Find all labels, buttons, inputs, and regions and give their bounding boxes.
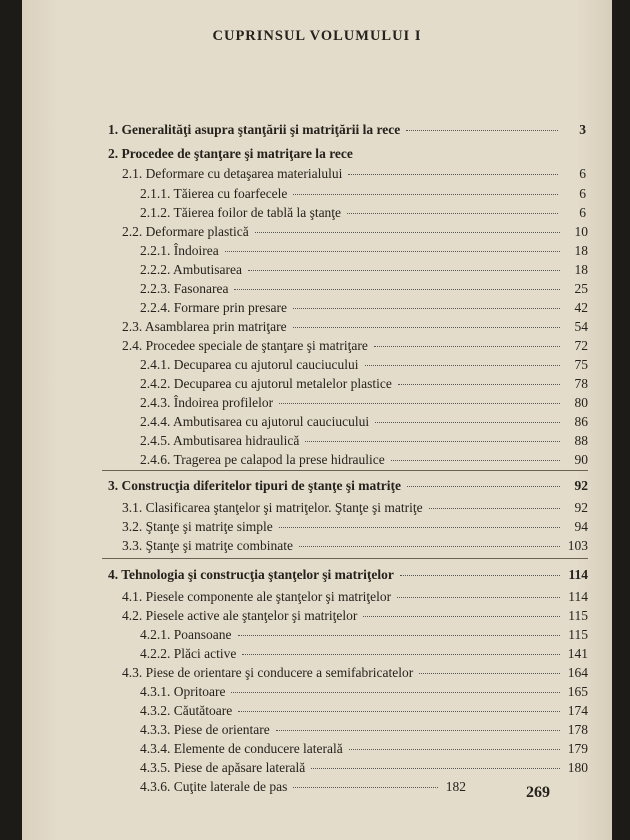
entry-page: 86 bbox=[574, 414, 588, 429]
dot-leader bbox=[279, 403, 560, 404]
entry-title: Piesele active ale ştanţelor şi matriţelor bbox=[145, 608, 358, 623]
page-number: 269 bbox=[526, 784, 550, 801]
toc-entry-2-4-5 bbox=[140, 432, 588, 450]
entry-page: 25 bbox=[574, 281, 588, 296]
toc-entry-4-3-4 bbox=[140, 740, 588, 758]
dot-leader bbox=[429, 508, 560, 509]
entry-page: 90 bbox=[574, 452, 588, 467]
toc-entry-3-2 bbox=[122, 518, 588, 536]
entry-page: 92 bbox=[574, 500, 588, 515]
entry-title: Formare prin presare bbox=[173, 300, 287, 315]
toc-entry-4 bbox=[108, 566, 588, 584]
entry-number: 4.2. bbox=[122, 608, 143, 623]
dot-leader bbox=[419, 673, 560, 674]
entry-page: 179 bbox=[567, 741, 588, 756]
dot-leader bbox=[407, 486, 560, 487]
entry-page: 6 bbox=[579, 186, 586, 201]
entry-title: Ambutisarea cu ajutorul cauciucului bbox=[173, 414, 370, 429]
dot-leader bbox=[406, 130, 558, 131]
toc-entry-2-4-6 bbox=[140, 451, 588, 469]
entry-page: 6 bbox=[579, 205, 586, 220]
toc-entry-3-3 bbox=[122, 537, 588, 555]
entry-number: 4.2.2. bbox=[140, 646, 171, 661]
toc-entry-4-3 bbox=[122, 664, 588, 682]
entry-title: Opritoare bbox=[173, 684, 226, 699]
entry-title: Deformare plastică bbox=[145, 224, 249, 239]
toc-entry-2-1 bbox=[122, 165, 586, 183]
entry-page: 3 bbox=[579, 122, 586, 137]
entry-page: 42 bbox=[574, 300, 588, 315]
entry-number: 2.2. bbox=[122, 224, 143, 239]
entry-title: Asamblarea prin matriţare bbox=[144, 319, 287, 334]
entry-number: 4.3.5. bbox=[140, 760, 171, 775]
dot-leader bbox=[225, 251, 560, 252]
dot-leader bbox=[397, 597, 560, 598]
entry-number: 2.4.1. bbox=[140, 357, 171, 372]
toc-entry-2 bbox=[108, 145, 478, 163]
dot-leader bbox=[349, 749, 560, 750]
entry-number: 4.2.1. bbox=[140, 627, 171, 642]
entry-number: 4.3.1. bbox=[140, 684, 171, 699]
entry-number: 2.1.2. bbox=[140, 205, 171, 220]
entry-title: Căutătoare bbox=[173, 703, 233, 718]
toc-entry-4-3-2 bbox=[140, 702, 588, 720]
page-heading: CUPRINSUL VOLUMULUI I bbox=[212, 28, 422, 44]
entry-number: 4.3.4. bbox=[140, 741, 171, 756]
entry-number: 3. bbox=[108, 478, 119, 493]
entry-page: 141 bbox=[567, 646, 588, 661]
entry-page: 80 bbox=[574, 395, 588, 410]
entry-title: Plăci active bbox=[173, 646, 237, 661]
toc-entry-4-3-1 bbox=[140, 683, 588, 701]
entry-page: 115 bbox=[568, 608, 588, 623]
toc-entry-4-3-3 bbox=[140, 721, 588, 739]
entry-number: 2.4.3. bbox=[140, 395, 171, 410]
toc-entry-2-4-3 bbox=[140, 394, 588, 412]
entry-title: Îndoirea profilelor bbox=[173, 395, 274, 410]
entry-number: 4.3.3. bbox=[140, 722, 171, 737]
dot-leader bbox=[305, 441, 560, 442]
entry-title: Piese de apăsare laterală bbox=[173, 760, 306, 775]
entry-page: 88 bbox=[574, 433, 588, 448]
book-page bbox=[22, 0, 612, 840]
toc-entry-2-2-2 bbox=[140, 261, 588, 279]
entry-page: 165 bbox=[567, 684, 588, 699]
entry-page: 180 bbox=[567, 760, 588, 775]
entry-title: Ştanţe şi matriţe combinate bbox=[145, 538, 293, 553]
toc-entry-2-2 bbox=[122, 223, 588, 241]
entry-number: 4.3. bbox=[122, 665, 143, 680]
dot-leader bbox=[391, 460, 560, 461]
entry-page: 115 bbox=[568, 627, 588, 642]
toc-entry-4-2 bbox=[122, 607, 588, 625]
entry-title: Deformare cu detaşarea materialului bbox=[145, 166, 343, 181]
toc-entry-3 bbox=[108, 477, 588, 495]
dot-leader bbox=[311, 768, 560, 769]
toc-entry-2-3 bbox=[122, 318, 588, 336]
dot-leader bbox=[375, 422, 560, 423]
entry-number: 4.3.2. bbox=[140, 703, 171, 718]
entry-title: Piese de orientare şi conducere a semifabricatelor bbox=[145, 665, 414, 680]
dot-leader bbox=[293, 194, 558, 195]
toc-entry-4-3-5 bbox=[140, 759, 588, 777]
entry-title: Piesele componente ale ştanţelor şi matriţelor bbox=[145, 589, 392, 604]
dot-leader bbox=[374, 346, 560, 347]
entry-title: Construcţia diferitelor tipuri de ştanţe şi matriţe bbox=[121, 478, 401, 493]
section-divider bbox=[102, 470, 588, 471]
toc-entry-4-2-1 bbox=[140, 626, 588, 644]
entry-page: 18 bbox=[574, 243, 588, 258]
entry-page: 182 bbox=[445, 779, 466, 794]
entry-number: 2.4.5. bbox=[140, 433, 171, 448]
entry-page: 103 bbox=[567, 538, 588, 553]
entry-number: 2.2.4. bbox=[140, 300, 171, 315]
dot-leader bbox=[242, 654, 560, 655]
toc-entry-2-4-2 bbox=[140, 375, 588, 393]
entry-page: 54 bbox=[574, 319, 588, 334]
entry-page: 10 bbox=[574, 224, 588, 239]
entry-title: Piese de orientare bbox=[173, 722, 270, 737]
entry-number: 3.3. bbox=[122, 538, 143, 553]
entry-number: 4.3.6. bbox=[140, 779, 171, 794]
entry-page: 75 bbox=[574, 357, 588, 372]
dot-leader bbox=[348, 174, 558, 175]
entry-page: 92 bbox=[574, 478, 588, 493]
entry-number: 2.1. bbox=[122, 166, 143, 181]
toc-entry-2-1-2 bbox=[140, 204, 586, 222]
entry-page: 72 bbox=[574, 338, 588, 353]
dot-leader bbox=[347, 213, 558, 214]
entry-title: Procedee speciale de ştanţare şi matriţare bbox=[145, 338, 368, 353]
entry-title: Tragerea pe calapod la prese hidraulice bbox=[173, 452, 385, 467]
dot-leader bbox=[238, 635, 561, 636]
dot-leader bbox=[299, 546, 560, 547]
entry-title: Cuţite laterale de pas bbox=[173, 779, 288, 794]
dot-leader bbox=[276, 730, 560, 731]
dot-leader bbox=[365, 365, 560, 366]
entry-title: Tăierea foilor de tablă la ştanţe bbox=[173, 205, 342, 220]
entry-number: 2.2.3. bbox=[140, 281, 171, 296]
entry-number: 2.4.6. bbox=[140, 452, 171, 467]
entry-number: 1. bbox=[108, 122, 119, 137]
dot-leader bbox=[231, 692, 560, 693]
toc-entry-4-2-2 bbox=[140, 645, 588, 663]
entry-title: Elemente de conducere laterală bbox=[173, 741, 343, 756]
entry-title: Ştanţe şi matriţe simple bbox=[145, 519, 273, 534]
section-divider bbox=[102, 558, 588, 559]
dot-leader bbox=[238, 711, 560, 712]
dot-leader bbox=[293, 308, 560, 309]
entry-number: 2.2.1. bbox=[140, 243, 171, 258]
entry-page: 18 bbox=[574, 262, 588, 277]
entry-number: 2.4. bbox=[122, 338, 143, 353]
entry-number: 2. bbox=[108, 146, 119, 161]
toc-entry-2-2-3 bbox=[140, 280, 588, 298]
entry-number: 2.3. bbox=[122, 319, 143, 334]
dot-leader bbox=[293, 787, 438, 788]
dot-leader bbox=[293, 327, 560, 328]
dot-leader bbox=[400, 575, 560, 576]
dot-leader bbox=[255, 232, 560, 233]
toc-entry-2-4 bbox=[122, 337, 588, 355]
entry-title: Tehnologia şi construcţia ştanţelor şi matriţelor bbox=[121, 567, 394, 582]
toc-entry-4-1 bbox=[122, 588, 588, 606]
dot-leader bbox=[248, 270, 560, 271]
toc-entry-2-4-1 bbox=[140, 356, 588, 374]
toc-entry-2-1-1 bbox=[140, 185, 586, 203]
entry-title: Îndoirea bbox=[173, 243, 219, 258]
entry-page: 78 bbox=[574, 376, 588, 391]
toc-entry-3-1 bbox=[122, 499, 588, 517]
entry-title: Clasificarea ştanţelor şi matriţelor. Ştanţe şi matriţe bbox=[145, 500, 423, 515]
toc-entry-2-2-4 bbox=[140, 299, 588, 317]
entry-title: Fasonarea bbox=[173, 281, 229, 296]
toc-entry-2-4-4 bbox=[140, 413, 588, 431]
entry-number: 2.1.1. bbox=[140, 186, 171, 201]
entry-number: 3.1. bbox=[122, 500, 143, 515]
entry-number: 2.2.2. bbox=[140, 262, 171, 277]
entry-page: 114 bbox=[568, 567, 588, 582]
entry-title: Tăierea cu foarfecele bbox=[173, 186, 288, 201]
entry-page: 94 bbox=[574, 519, 588, 534]
entry-title: Procedee de ştanţare şi matriţare la rece bbox=[121, 146, 353, 161]
entry-page: 114 bbox=[568, 589, 588, 604]
entry-title: Ambutisarea bbox=[173, 262, 242, 277]
entry-title: Decuparea cu ajutorul metalelor plastice bbox=[173, 376, 392, 391]
entry-number: 4. bbox=[108, 567, 119, 582]
dot-leader bbox=[279, 527, 560, 528]
toc-entry-1 bbox=[108, 121, 586, 139]
entry-number: 3.2. bbox=[122, 519, 143, 534]
entry-title: Ambutisarea hidraulică bbox=[173, 433, 300, 448]
entry-title: Poansoane bbox=[173, 627, 232, 642]
dot-leader bbox=[363, 616, 560, 617]
dot-leader bbox=[398, 384, 560, 385]
entry-page: 6 bbox=[579, 166, 586, 181]
entry-title: Decuparea cu ajutorul cauciucului bbox=[173, 357, 359, 372]
toc-entry-2-2-1 bbox=[140, 242, 588, 260]
entry-page: 178 bbox=[567, 722, 588, 737]
entry-number: 2.4.2. bbox=[140, 376, 171, 391]
table-of-contents bbox=[22, 0, 612, 840]
entry-number: 4.1. bbox=[122, 589, 143, 604]
entry-page: 164 bbox=[567, 665, 588, 680]
entry-number: 2.4.4. bbox=[140, 414, 171, 429]
toc-entry-4-3-6 bbox=[140, 778, 466, 796]
entry-page: 174 bbox=[567, 703, 588, 718]
entry-title: Generalităţi asupra ştanţării şi matriţării la rece bbox=[121, 122, 401, 137]
dot-leader bbox=[234, 289, 560, 290]
